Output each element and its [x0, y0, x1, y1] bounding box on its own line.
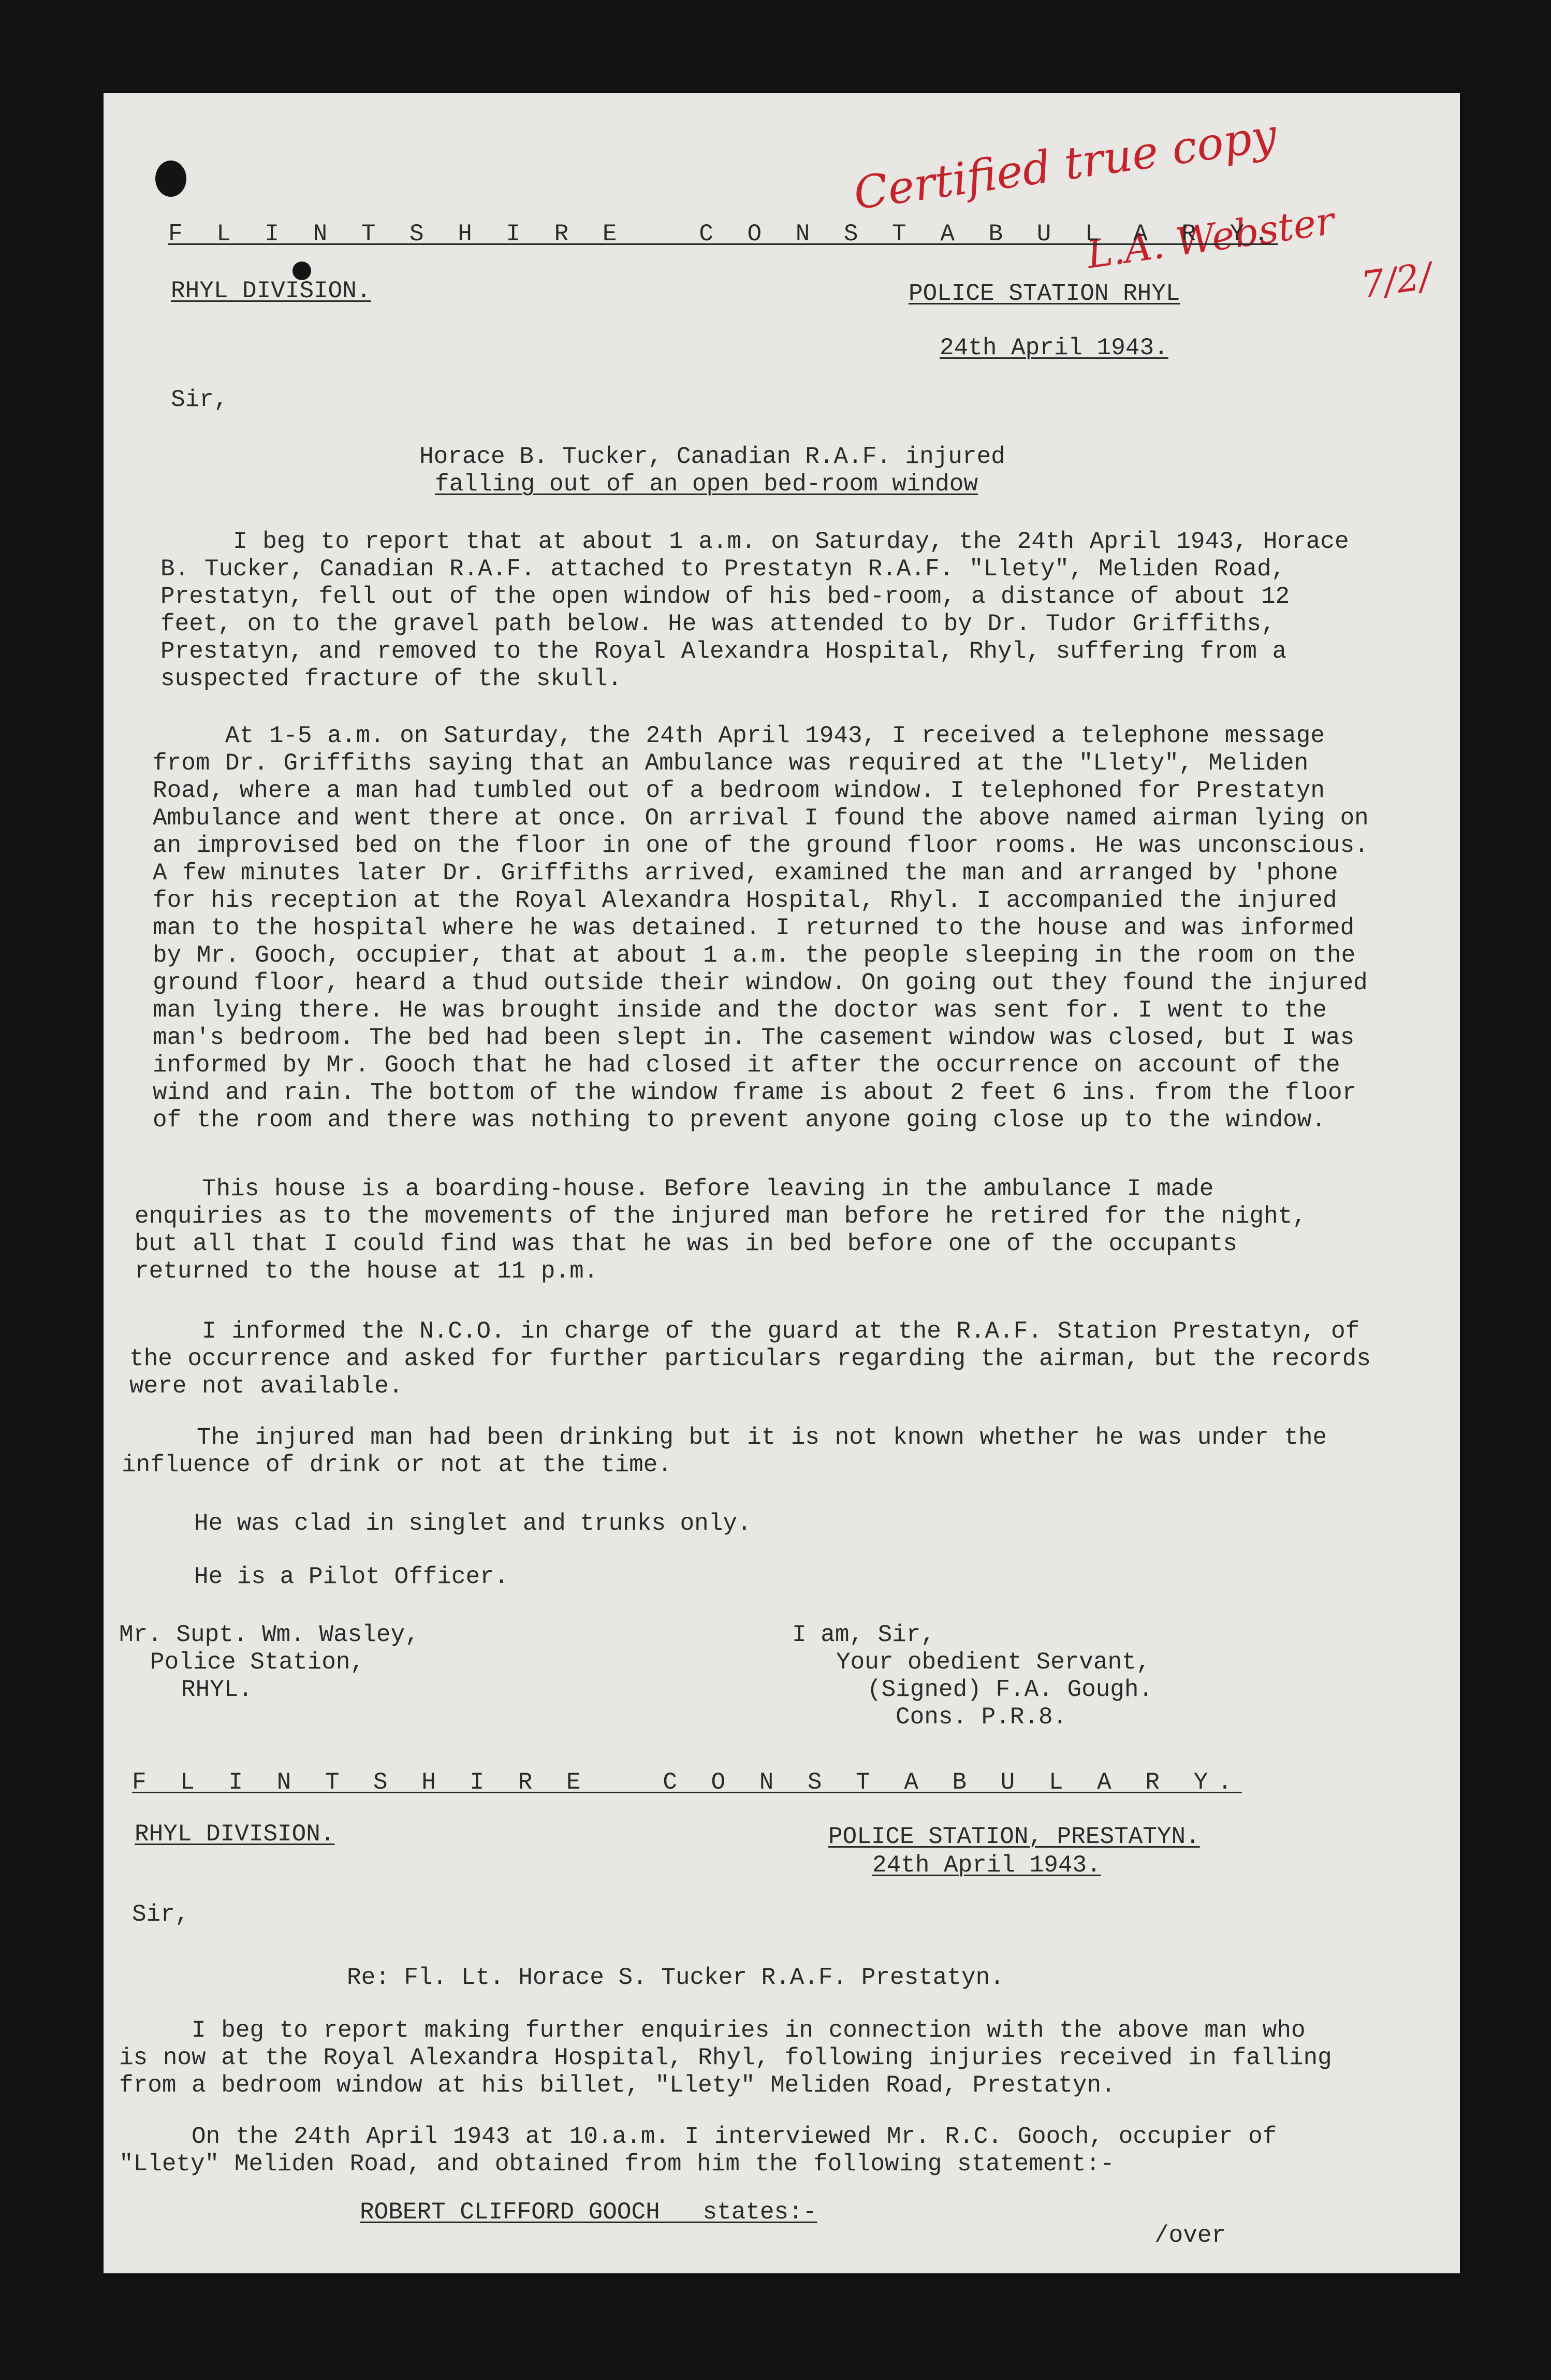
constabulary-header: F L I N T S H I R E C O N S T A B U L A R Y. — [132, 1769, 1242, 1796]
report-paragraph: I informed the N.C.O. in charge of the guard at the R.A.F. Station Prestatyn, of the occurrence and asked for further particulars regarding the airman, but the records were not available. — [129, 1318, 1371, 1400]
punch-hole — [155, 161, 186, 197]
closing-line: (Signed) F.A. Gough. — [867, 1676, 1153, 1703]
statement-heading: ROBERT CLIFFORD GOOCH states:- — [360, 2199, 817, 2226]
handwritten-certification: Certified true copy — [851, 109, 1280, 220]
report-paragraph: I beg to report making further enquiries in connection with the above man who is now at the Royal Alexandra Hospital, Rhyl, following injuries received in falling from a bedroom window at his billet, "Llety" Meliden Road, Prestatyn. — [119, 2017, 1332, 2099]
document-page — [104, 93, 1460, 2273]
report-paragraph: On the 24th April 1943 at 10.a.m. I interviewed Mr. R.C. Gooch, occupier of "Llety" Meliden Road, and obtained from him the following statement:- — [119, 2123, 1277, 2178]
station-label: POLICE STATION, PRESTATYN. — [828, 1823, 1200, 1850]
report-paragraph: At 1-5 a.m. on Saturday, the 24th April 1943, I received a telephone message from Dr. Griffiths saying that an Ambulance was required at the "Llety", Meliden Road, where a man had tumbled out of a bedroom window. I telephoned for Prestatyn Ambulance and went there at once. On arrival I found the above named airman lying on an improvised bed on the floor in one of the ground floor rooms. He was unconscious. A few minutes later Dr. Griffiths arrived, examined the man and arranged by 'phone for his reception at the Royal Alexandra Hospital, Rhyl. I accompanied the injured man to the hospital where he was detained. I returned to the house and was informed by Mr. Gooch, occupier, that at about 1 a.m. the people sleeping in the room on the ground floor, heard a thud outside their window. On going out they found the injured man lying there. He was brought inside and the doctor was sent for. I went to the man's bedroom. The bed had been slept in. The casement window was closed, but I was informed by Mr. Gooch that he had closed it after the occurrence on account of the wind and rain. The bottom of the window frame is about 2 feet 6 ins. from the floor of the room and there was nothing to prevent anyone going close up to the window. — [153, 722, 1369, 1134]
report-date: 24th April 1943. — [940, 335, 1168, 361]
handwritten-date: 7/2/ — [1358, 254, 1435, 307]
over-note: /over — [1154, 2222, 1226, 2249]
constabulary-header: F L I N T S H I R E C O N S T A B U L A R Y. — [168, 221, 1278, 248]
report-paragraph: He is a Pilot Officer. — [194, 1563, 509, 1590]
addressee-line: Mr. Supt. Wm. Wasley, — [119, 1621, 419, 1648]
subject-line: Re: Fl. Lt. Horace S. Tucker R.A.F. Prestatyn. — [347, 1964, 1004, 1991]
report-paragraph: This house is a boarding-house. Before leaving in the ambulance I made enquiries as to the movements of the injured man before he retired for the night, but all that I could find was that he was in bed before one of the occupants returned to the house at 11 p.m. — [135, 1176, 1307, 1285]
division-label: RHYL DIVISION. — [135, 1821, 335, 1848]
salutation: Sir, — [171, 386, 228, 413]
report-paragraph: He was clad in singlet and trunks only. — [194, 1510, 752, 1537]
report-paragraph: The injured man had been drinking but it is not known whether he was under the influence of drink or not at the time. — [122, 1424, 1327, 1478]
subject-line: falling out of an open bed-room window — [435, 471, 978, 498]
handwritten-signature: L.A. Webster — [1084, 198, 1337, 278]
closing-line: I am, Sir, — [792, 1621, 935, 1648]
report-paragraph: I beg to report that at about 1 a.m. on Saturday, the 24th April 1943, Horace B. Tucker, Canadian R.A.F. attached to Prestatyn R.A.F. "Llety", Meliden Road, Prestatyn, fell out of the open window of his bed-room, a distance of about 12 feet, on to the gravel path below. He was attended to by Dr. Tudor Griffiths, Prestatyn, and removed to the Royal Alexandra Hospital, Rhyl, suffering from a suspected fracture of the skull. — [160, 528, 1349, 692]
addressee-line: RHYL. — [181, 1676, 253, 1703]
closing-line: Cons. P.R.8. — [896, 1704, 1067, 1731]
salutation: Sir, — [132, 1901, 189, 1928]
subject-line: Horace B. Tucker, Canadian R.A.F. injured — [419, 443, 1005, 470]
station-label: POLICE STATION RHYL — [909, 280, 1180, 307]
report-date: 24th April 1943. — [872, 1852, 1101, 1879]
division-label: RHYL DIVISION. — [171, 278, 371, 304]
addressee-line: Police Station, — [150, 1649, 365, 1676]
closing-line: Your obedient Servant, — [836, 1649, 1151, 1676]
